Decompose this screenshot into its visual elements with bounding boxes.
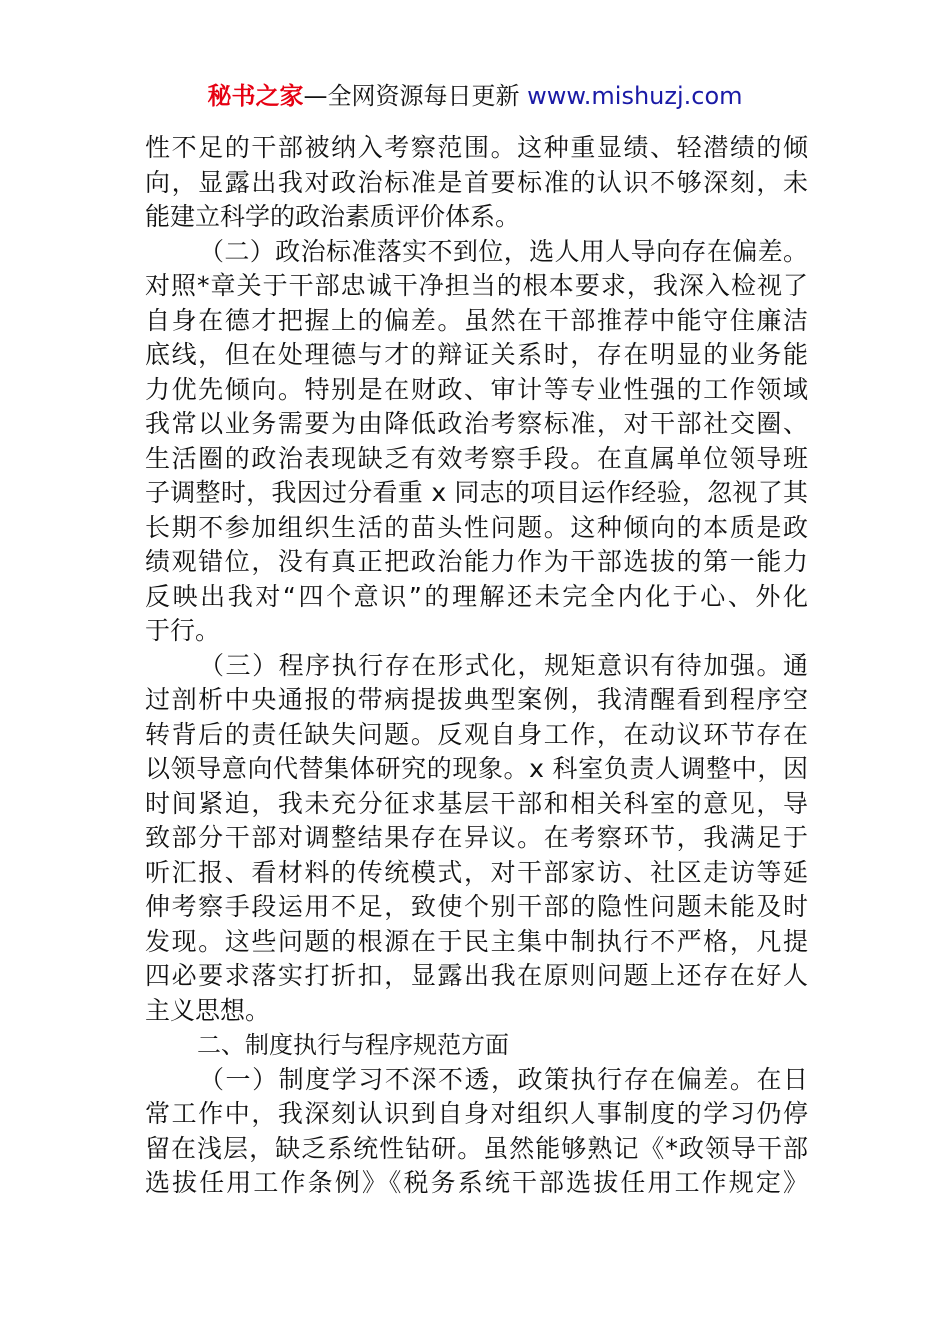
text-line: 能建立科学的政治素质评价体系。 — [145, 202, 521, 231]
text-line: 反映出我对“四个意识”的理解还未完全内化于心、外化 — [145, 581, 808, 611]
text-line: 绩观错位，没有真正把政治能力作为干部选拔的第一能力 — [145, 547, 808, 576]
text-line: 伸考察手段运用不足，致使个别干部的隐性问题未能及时 — [145, 892, 808, 921]
text-line: 留在浅层，缺乏系统性钻研。虽然能够熟记《*政领导干部 — [145, 1133, 808, 1163]
text-line: 生活圈的政治表现缺乏有效考察手段。在直属单位领导班 — [145, 443, 808, 473]
text-line: 听汇报、看材料的传统模式，对干部家访、社区走访等延 — [145, 857, 808, 887]
site-header — [0, 80, 950, 112]
text-line: 时间紧迫，我未充分征求基层干部和相关科室的意见，导 — [145, 788, 808, 818]
text-line: 底线，但在处理德与才的辩证关系时，存在明显的业务能 — [145, 340, 808, 369]
text-line: 常工作中，我深刻认识到自身对组织人事制度的学习仍停 — [145, 1099, 808, 1128]
text-line: 性不足的干部被纳入考察范围。这种重显绩、轻潜绩的倾 — [145, 133, 808, 162]
subheading-line: （二）政治标准落实不到位，选人用人导向存在偏差。 — [199, 236, 808, 266]
text-line: 主义思想。 — [145, 995, 271, 1025]
header-tagline: —全网资源每日更新 — [303, 82, 528, 110]
subheading-line: （三）程序执行存在形式化，规矩意识有待加强。通 — [199, 650, 808, 680]
text-line: 对照*章关于干部忠诚干净担当的根本要求，我深入检视了 — [145, 271, 808, 300]
text-line: 致部分干部对调整结果存在异议。在考察环节，我满足于 — [145, 823, 808, 852]
document-body — [145, 131, 808, 1201]
text-line: 发现。这些问题的根源在于民主集中制执行不严格，凡提 — [145, 926, 808, 956]
subheading-line: （一）制度学习不深不透，政策执行存在偏差。在日 — [199, 1064, 808, 1094]
text-line: 过剖析中央通报的带病提拔典型案例，我清醒看到程序空 — [145, 685, 808, 714]
text-line: 于行。 — [145, 616, 221, 645]
text-line: 选拔任用工作条例》《税务系统干部选拔任用工作规定》 — [145, 1168, 808, 1197]
text-line: 以领导意向代替集体研究的现象。x 科室负责人调整中，因 — [145, 754, 808, 783]
text-line: 四必要求落实打折扣，显露出我在原则问题上还存在好人 — [145, 961, 808, 990]
text-line: 向，显露出我对政治标准是首要标准的认识不够深刻，未 — [145, 167, 808, 197]
site-url-link[interactable]: www.mishuzj.com — [527, 82, 743, 110]
section-heading: 二、制度执行与程序规范方面 — [197, 1031, 509, 1059]
site-brand: 秘书之家 — [207, 82, 304, 110]
text-line: 长期不参加组织生活的苗头性问题。这种倾向的本质是政 — [145, 512, 808, 542]
text-line: 力优先倾向。特别是在财政、审计等专业性强的工作领域 — [145, 374, 808, 404]
text-line: 我常以业务需要为由降低政治考察标准，对干部社交圈、 — [145, 409, 808, 438]
text-line: 自身在德才把握上的偏差。虽然在干部推荐中能守住廉洁 — [145, 305, 808, 335]
text-line: 子调整时，我因过分看重 x 同志的项目运作经验，忽视了其 — [145, 478, 808, 507]
text-line: 转背后的责任缺失问题。反观自身工作，在动议环节存在 — [145, 719, 808, 749]
